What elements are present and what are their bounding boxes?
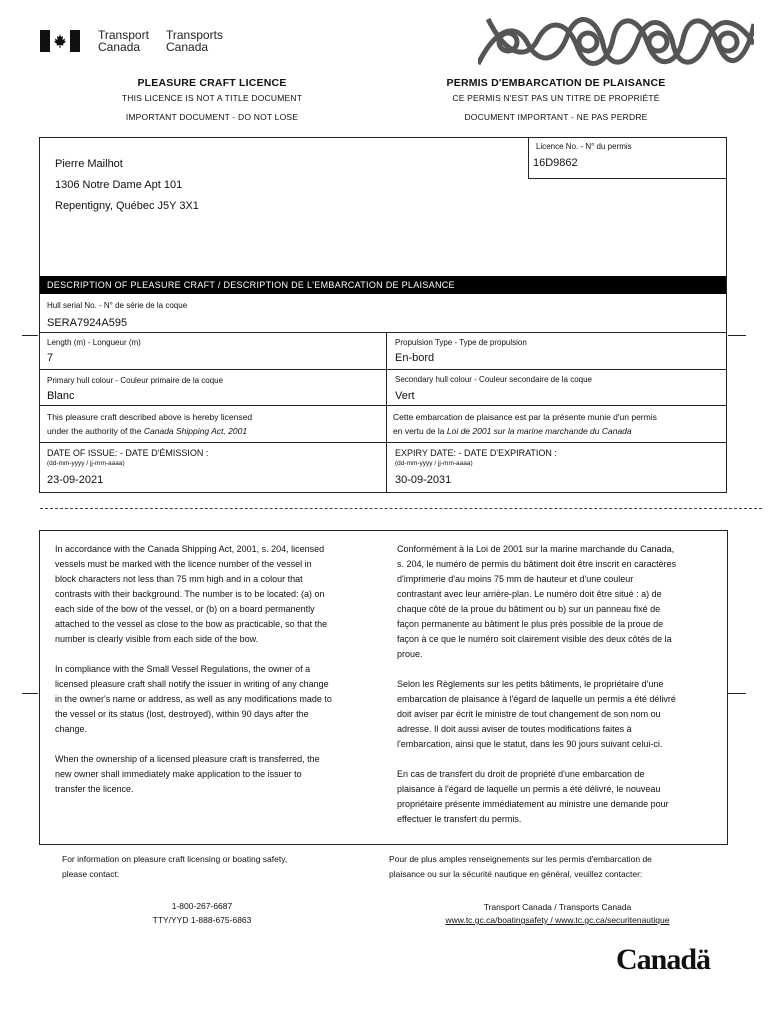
wordmark-en-line2: Canada — [98, 40, 141, 54]
rules-fr — [397, 542, 679, 827]
wordmark-fr — [166, 29, 223, 53]
issue-date-format: (dd-mm-yyyy / jj-mm-aaaa) — [47, 460, 125, 467]
footer-phone: 1-800-267-6687 — [171, 901, 233, 911]
fold-mark — [22, 335, 38, 336]
rule-fr-3: En cas de transfert du droit de propriété d'une embarcation de plaisance à l'égard de laquelle un permis a été délivré, le nouveau propriétaire présente immédiatement au ministre une demande pour effectuer le transfert du permis. — [397, 769, 669, 824]
issue-date-label: DATE OF ISSUE: - DATE D'ÉMISSION : — [47, 448, 209, 458]
authority-fr-prefix: en vertu de la — [393, 426, 447, 436]
licence-label: Licence No. - N° du permis — [536, 142, 632, 151]
length-label: Length (m) - Longueur (m) — [47, 338, 141, 347]
important-fr: DOCUMENT IMPORTANT - NE PAS PERDRE — [464, 112, 648, 122]
expiry-date-format: (dd-mm-yyyy / jj-mm-aaaa) — [395, 460, 473, 467]
divider — [40, 405, 726, 406]
footer-info-en: For information on pleasure craft licensing or boating safety, please contact: — [62, 854, 288, 879]
canada-wordmark-logo: Canadä — [616, 943, 711, 976]
expiry-date-label: EXPIRY DATE: - DATE D'EXPIRATION : — [395, 448, 557, 458]
wordmark-en-line1: Transport — [98, 28, 149, 42]
authority-fr-line1: Cette embarcation de plaisance est par la présente munie d'un permis — [393, 412, 657, 422]
hull-serial-label: Hull serial No. - N° de série de la coque — [47, 301, 188, 310]
fold-mark — [728, 335, 746, 336]
description-header: DESCRIPTION OF PLEASURE CRAFT / DESCRIPTION DE L'EMBARCATION DE PLAISANCE — [40, 276, 726, 294]
length-value: 7 — [47, 352, 54, 364]
issue-date-value: 23-09-2021 — [47, 474, 104, 486]
secondary-colour-label: Secondary hull colour - Couleur secondaire de la coque — [395, 375, 593, 384]
footer-org: Transport Canada / Transports Canada — [483, 902, 632, 912]
authority-fr — [393, 410, 657, 438]
owner-name: Pierre Mailhot — [55, 158, 123, 170]
notice-en: THIS LICENCE IS NOT A TITLE DOCUMENT — [121, 93, 303, 103]
primary-colour-value: Blanc — [47, 390, 75, 402]
divider — [40, 442, 726, 443]
title-en: PLEASURE CRAFT LICENCE — [137, 77, 287, 89]
rule-fr-1: Conformément à la Loi de 2001 sur la marine marchande du Canada, s. 204, le numéro de permis du bâtiment doit être inscrit en caractères d'imprimerie d'au moins 75 mm de hauteur et d'une couleur contrastant avec leur arrière-plan. Le numéro doit être situé : a) de chaque côté de la proue du bâtiment ou b) sur un panneau fixé de façon permanente au bâtiment le plus près possible de la proue de façon à ce que le numéro soit clairement visible des deux côtés de la proue. — [397, 544, 677, 659]
primary-colour-label: Primary hull colour - Couleur primaire de la coque — [47, 376, 224, 385]
secondary-colour-value: Vert — [395, 390, 415, 402]
authority-en-line2 — [47, 424, 252, 438]
title-fr: PERMIS D'EMBARCATION DE PLAISANCE — [446, 77, 666, 89]
owner-city: Repentigny, Québec J5Y 3X1 — [55, 200, 199, 212]
rule-en-1: In accordance with the Canada Shipping Act, 2001, s. 204, licensed vessels must be marked with the licence number of the vessel in block characters not less than 75 mm high and in a colour that contrasts with their background. The number is to be located: (a) on each side of the bow of the vessel, or (b) on a board permanently attached to the vessel as close to the bow as practicable, so that the number is clearly visible from each side of the bow. — [55, 544, 328, 644]
footer-urls[interactable] — [420, 913, 695, 928]
act-name-en: Canada Shipping Act, 2001 — [143, 426, 248, 436]
expiry-date-value: 30-09-2031 — [395, 474, 452, 486]
rules-en — [55, 542, 333, 797]
licence-number: 16D9862 — [533, 157, 578, 169]
rule-en-2: In compliance with the Small Vessel Regulations, the owner of a licensed pleasure craft shall notify the issuer in writing of any change in the owner's name or address, as well as any modifications made to the vessel or its status (lost, destroyed), within 90 days after the change. — [55, 664, 332, 734]
owner-street: 1306 Notre Dame Apt 101 — [55, 179, 183, 191]
footer-tty: TTY/YYD 1-888-675-6863 — [152, 915, 252, 925]
authority-en-prefix: under the authority of the — [47, 426, 144, 436]
footer-info-fr: Pour de plus amples renseignements sur les permis d'embarcation de plaisance ou sur la sécurité nautique en général, veuillez contacter: — [389, 854, 652, 879]
decorative-pattern-icon — [478, 14, 754, 70]
owner-address — [55, 154, 199, 217]
rule-en-3: When the ownership of a licensed pleasure craft is transferred, the new owner shall immediately make application to the issuer to transfer the licence. — [55, 754, 320, 794]
authority-fr-line2 — [393, 424, 657, 438]
authority-en-line1: This pleasure craft described above is hereby licensed — [47, 412, 253, 422]
fold-mark — [22, 693, 38, 694]
notice-fr: CE PERMIS N'EST PAS UN TITRE DE PROPRIÉTÉ — [452, 93, 660, 103]
propulsion-label: Propulsion Type - Type de propulsion — [395, 338, 527, 347]
rule-fr-2: Selon les Règlements sur les petits bâtiments, le propriétaire d'une embarcation de plaisance à l'égard de laquelle un permis a été délivré doit aviser par écrit le ministre de tout changement de son nom ou adresse. Il doit aussi aviser de toutes modifications faites à l'embarcation, ainsi que le statut, dans les 90 jours suivant celui-ci. — [397, 679, 676, 749]
wordmark-en — [98, 29, 149, 53]
important-en: IMPORTANT DOCUMENT - DO NOT LOSE — [125, 112, 299, 122]
wordmark-fr-line1: Transports — [166, 28, 223, 42]
column-divider — [386, 332, 387, 493]
fold-mark — [728, 693, 746, 694]
wordmark-fr-line2: Canada — [166, 40, 209, 54]
footer-url-link[interactable]: www.tc.gc.ca/boatingsafety / www.tc.gc.ca/securitenautique — [445, 915, 670, 925]
cut-line — [40, 508, 762, 509]
divider — [40, 369, 726, 370]
canada-flag-icon — [40, 30, 80, 52]
divider — [40, 332, 726, 333]
hull-serial-value: SERA7924A595 — [47, 317, 128, 329]
act-name-fr: Loi de 2001 sur la marine marchande du Canada — [446, 426, 632, 436]
authority-en — [47, 410, 252, 438]
propulsion-value: En-bord — [395, 352, 435, 364]
